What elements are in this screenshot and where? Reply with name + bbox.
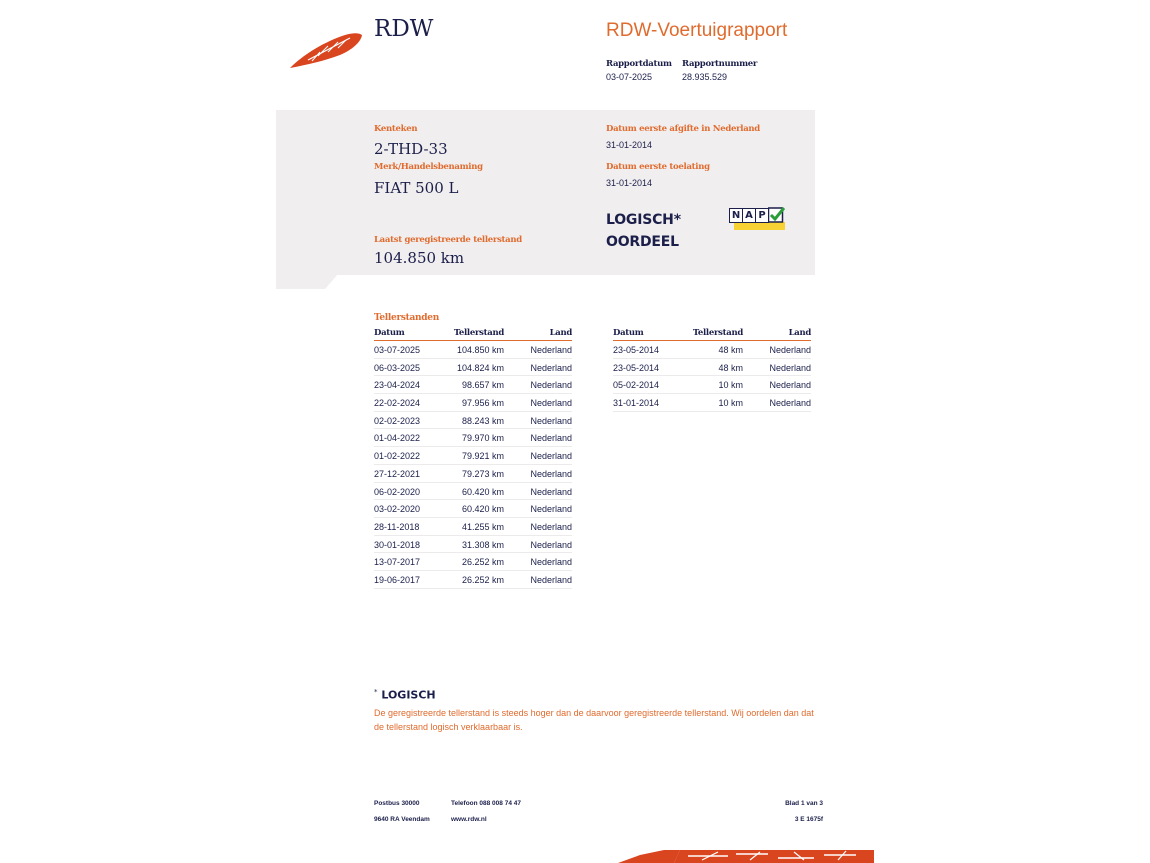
reading-km: 31.308 km: [461, 539, 504, 550]
table-header: [613, 328, 811, 341]
table-row: [374, 465, 572, 483]
footer-web[interactable]: www.rdw.nl: [451, 816, 487, 823]
header-km: Tellerstand: [692, 328, 743, 338]
readings-table-right: [613, 328, 811, 412]
verdict-line-1: LOGISCH*: [606, 212, 681, 228]
reading-km: 26.252 km: [461, 574, 504, 585]
plate-label: Kenteken: [374, 124, 418, 134]
reading-date: 06-02-2020: [374, 486, 421, 497]
reading-km: 79.273 km: [461, 468, 504, 479]
reading-km: 97.956 km: [461, 398, 504, 409]
header-date: Datum: [374, 328, 405, 338]
report-date: 03-07-2025: [606, 72, 653, 82]
reading-date: 03-02-2020: [374, 504, 421, 515]
plate-value: 2-THD-33: [374, 140, 448, 158]
odometer-label: Laatst geregistreerde tellerstand: [374, 235, 522, 245]
reading-km: 104.824 km: [456, 362, 504, 373]
brand-name: RDW: [374, 16, 434, 42]
reading-date: 19-06-2017: [374, 574, 421, 585]
reading-date: 22-02-2024: [374, 398, 421, 409]
footer-page: Blad 1 van 3: [785, 800, 823, 807]
nap-letter-a: A: [742, 208, 756, 223]
table-row: [374, 536, 572, 554]
table-row: [374, 429, 572, 447]
reading-date: 28-11-2018: [374, 521, 420, 532]
table-row: [613, 359, 811, 377]
header-land: Land: [788, 328, 811, 338]
header-km: Tellerstand: [453, 328, 504, 338]
footer-postbus: Postbus 30000: [374, 800, 420, 807]
reading-km: 41.255 km: [461, 521, 504, 532]
reading-land: Nederland: [530, 398, 572, 409]
reading-land: Nederland: [530, 415, 572, 426]
header-date: Datum: [613, 328, 644, 338]
table-body-left: [374, 341, 572, 589]
table-row: [613, 376, 811, 394]
reading-date: 06-03-2025: [374, 362, 421, 373]
reading-land: Nederland: [769, 398, 811, 409]
table-row: [374, 553, 572, 571]
reading-land: Nederland: [530, 557, 572, 568]
note-marker: *: [374, 688, 378, 696]
make-label: Merk/Handelsbenaming: [374, 162, 483, 172]
header-land: Land: [549, 328, 572, 338]
footer-code: 3 E 1675f: [794, 816, 823, 823]
table-row: [374, 483, 572, 501]
footer-phone: Telefoon 088 008 74 47: [451, 800, 521, 807]
reading-date: 01-04-2022: [374, 433, 421, 444]
note-title: [374, 688, 436, 702]
reading-km: 98.657 km: [461, 380, 504, 391]
table-row: [374, 571, 572, 589]
reading-km: 48 km: [718, 362, 743, 373]
table-row: [374, 376, 572, 394]
nap-letter-p: P: [755, 208, 769, 223]
readings-title: Tellerstanden: [374, 313, 439, 323]
table-row: [374, 447, 572, 465]
table-header: [374, 328, 572, 341]
reading-date: 30-01-2018: [374, 539, 421, 550]
first-admission-label: Datum eerste toelating: [606, 162, 710, 172]
make-value: FIAT 500 L: [374, 179, 459, 197]
reading-land: Nederland: [530, 451, 572, 462]
footer-address: 9640 RA Veendam: [374, 816, 430, 823]
reading-km: 48 km: [718, 345, 743, 355]
reading-land: Nederland: [530, 468, 572, 479]
readings-table-left: [374, 328, 572, 589]
reading-land: Nederland: [530, 521, 572, 532]
reading-land: Nederland: [530, 380, 572, 391]
reading-land: Nederland: [530, 504, 572, 515]
reading-land: Nederland: [530, 486, 572, 497]
reading-date: 23-05-2014: [613, 362, 660, 373]
note-title-text: LOGISCH: [381, 688, 436, 702]
table-row: [613, 341, 811, 359]
reading-land: Nederland: [530, 433, 572, 444]
nap-logo: [729, 207, 785, 230]
rdw-logo-icon: [288, 30, 364, 70]
odometer-value: 104.850 km: [374, 249, 465, 267]
reading-date: 27-12-2021: [374, 468, 421, 479]
reading-date: 23-04-2024: [374, 380, 421, 391]
reading-land: Nederland: [530, 345, 572, 355]
report-title: RDW-Voertuigrapport: [606, 20, 788, 41]
reading-km: 60.420 km: [461, 504, 504, 515]
reading-land: Nederland: [769, 380, 811, 391]
first-admission-value: 31-01-2014: [606, 178, 653, 188]
table-row: [374, 341, 572, 359]
nap-yellow-bar: [734, 222, 785, 230]
table-row: [374, 412, 572, 430]
reading-km: 79.921 km: [461, 451, 504, 462]
verdict: [606, 209, 681, 253]
reading-km: 88.243 km: [461, 415, 504, 426]
table-row: [613, 394, 811, 412]
reading-land: Nederland: [530, 362, 572, 373]
reading-km: 104.850 km: [456, 345, 504, 355]
reading-date: 02-02-2023: [374, 415, 421, 426]
nap-letter-n: N: [729, 208, 743, 223]
report-number: 28.935.529: [682, 72, 728, 82]
reading-date: 13-07-2017: [374, 557, 421, 568]
table-row: [374, 518, 572, 536]
reading-land: Nederland: [769, 362, 811, 373]
verdict-line-2: OORDEEL: [606, 234, 679, 250]
reading-date: 05-02-2014: [613, 380, 660, 391]
reading-km: 26.252 km: [461, 557, 504, 568]
reading-land: Nederland: [769, 345, 811, 355]
reading-km: 10 km: [718, 398, 743, 409]
table-row: [374, 359, 572, 377]
reading-land: Nederland: [530, 539, 572, 550]
reading-date: 01-02-2022: [374, 451, 421, 462]
reading-km: 60.420 km: [461, 486, 504, 497]
reading-date: 31-01-2014: [613, 398, 660, 409]
first-nl-value: 31-01-2014: [606, 140, 653, 150]
footer-decoration: [618, 846, 874, 863]
reading-land: Nederland: [530, 574, 572, 585]
reading-km: 79.970 km: [461, 433, 504, 444]
first-nl-label: Datum eerste afgifte in Nederland: [606, 124, 760, 134]
checkmark-icon: [768, 207, 785, 223]
report-date-label: Rapportdatum: [606, 59, 672, 69]
report-number-label: Rapportnummer: [682, 59, 758, 69]
panel-tail-shape: [276, 274, 338, 289]
table-row: [374, 394, 572, 412]
reading-date: 03-07-2025: [374, 345, 421, 355]
table-row: [374, 500, 572, 518]
reading-km: 10 km: [718, 380, 743, 391]
table-body-right: [613, 341, 811, 412]
reading-date: 23-05-2014: [613, 345, 660, 355]
note-text: De geregistreerde tellerstand is steeds hoger dan de daarvoor geregistreerde tellerstand. Wij oordelen dan dat de tellerstand logisch verklaarbaar is.: [374, 708, 814, 732]
vehicle-summary-panel: [276, 110, 815, 275]
